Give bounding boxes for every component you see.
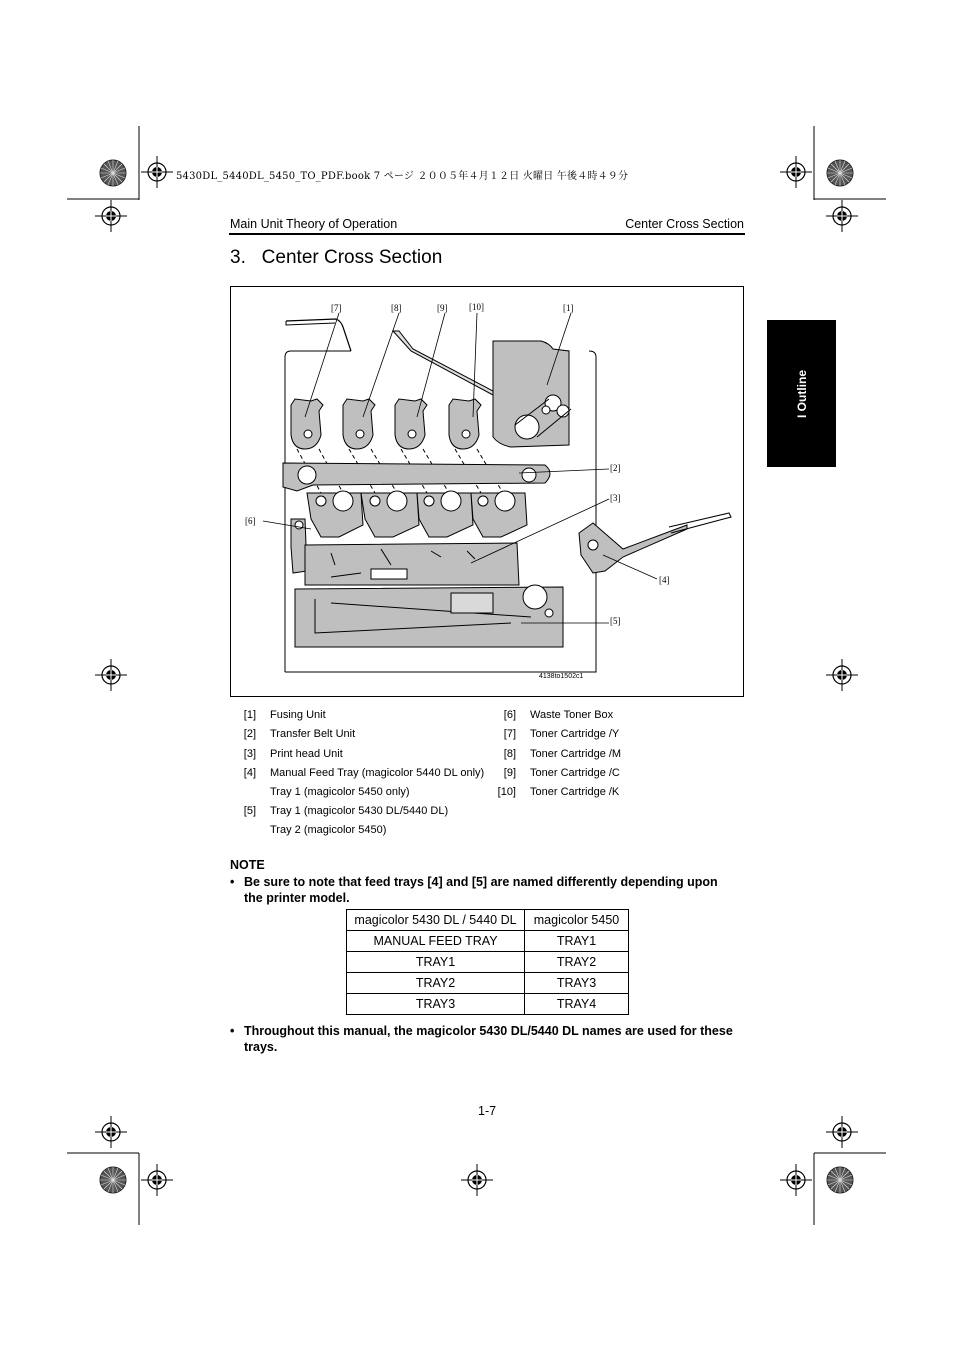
callout-4: [4]: [659, 575, 670, 585]
cross-section-figure: [230, 286, 744, 697]
table-cell: TRAY2: [347, 973, 525, 994]
legend-text: Toner Cartridge /M: [530, 748, 622, 760]
note-bullet-2-line-1: Throughout this manual, the magicolor 5430 DL/5440 DL names are used for these: [244, 1024, 733, 1038]
chapter-tab-label: I Outline: [794, 369, 809, 418]
legend-number: [10]: [497, 786, 516, 798]
callout-3: [3]: [610, 493, 621, 503]
header-rule: [229, 233, 745, 235]
note-bullet-1: [230, 874, 750, 908]
legend-number: [3]: [243, 748, 256, 760]
tray-name-table: [346, 909, 629, 1015]
table-cell: MANUAL FEED TRAY: [347, 931, 525, 952]
callout-7: [7]: [331, 303, 342, 313]
page-title: 3. Center Cross Section: [230, 247, 443, 268]
legend-number: [7]: [503, 728, 516, 740]
legend-number: [6]: [503, 709, 516, 721]
legend-text: Toner Cartridge /Y: [530, 728, 620, 740]
legend-text: Toner Cartridge /C: [530, 767, 620, 779]
figure-id: 4138to1502c1: [539, 673, 584, 680]
note-bullet-1-line-2: the printer model.: [244, 891, 350, 905]
legend-text: Print head Unit: [270, 748, 343, 760]
legend-text: Transfer Belt Unit: [270, 728, 356, 740]
legend-number: [1]: [243, 709, 256, 721]
table-cell: TRAY3: [347, 994, 525, 1015]
table-cell: TRAY2: [525, 952, 629, 973]
chapter-tab: [767, 320, 836, 467]
legend-text: Tray 1 (magicolor 5450 only): [270, 786, 410, 798]
table-header-cell: magicolor 5450: [525, 910, 629, 931]
legend-number: [4]: [243, 767, 256, 779]
note-bullet-2-line-2: trays.: [244, 1040, 278, 1054]
table-row: [347, 973, 629, 994]
callout-2: [2]: [610, 463, 621, 473]
bullet-dot: •: [230, 875, 235, 889]
book-file-line: 5430DL_5440DL_5450_TO_PDF.book 7 ページ ２００５年４月１２日 火曜日 午後４時４９分: [176, 171, 629, 182]
table-row: [347, 994, 629, 1015]
table-cell: TRAY1: [525, 931, 629, 952]
bullet-dot: •: [230, 1024, 235, 1038]
legend-text: Tray 1 (magicolor 5430 DL/5440 DL): [270, 805, 449, 817]
table-header-cell: magicolor 5430 DL / 5440 DL: [347, 910, 525, 931]
table-cell: TRAY1: [347, 952, 525, 973]
table-header-row: [347, 910, 629, 931]
legend-number: [9]: [503, 767, 516, 779]
note-bullet-1-line-1: Be sure to note that feed trays [4] and [5] are named differently depending upon: [244, 875, 718, 889]
table-row: [347, 952, 629, 973]
legend-number: [5]: [243, 805, 256, 817]
table-cell: TRAY4: [525, 994, 629, 1015]
callout-8: [8]: [391, 303, 402, 313]
legend-text: Toner Cartridge /K: [530, 786, 620, 798]
callout-6: [6]: [245, 516, 256, 526]
legend-number: [8]: [503, 748, 516, 760]
legend-text: Waste Toner Box: [530, 709, 614, 721]
legend-text: Fusing Unit: [270, 709, 326, 721]
note-label: NOTE: [230, 858, 265, 872]
callout-1: [1]: [563, 303, 574, 313]
printer-cross-section-drawing: [231, 287, 743, 696]
table-cell: TRAY3: [525, 973, 629, 994]
callout-9: [9]: [437, 303, 448, 313]
callout-10: [10]: [469, 302, 484, 312]
header-section-title: Main Unit Theory of Operation: [230, 217, 398, 231]
legend-text: Manual Feed Tray (magicolor 5440 DL only): [270, 767, 485, 779]
note-bullet-2: [230, 1023, 750, 1057]
legend-text: Tray 2 (magicolor 5450): [270, 824, 387, 836]
callout-5: [5]: [610, 616, 621, 626]
legend-number: [2]: [243, 728, 256, 740]
table-row: [347, 931, 629, 952]
header-page-topic: Center Cross Section: [625, 217, 744, 231]
page-number: 1-7: [478, 1104, 497, 1118]
